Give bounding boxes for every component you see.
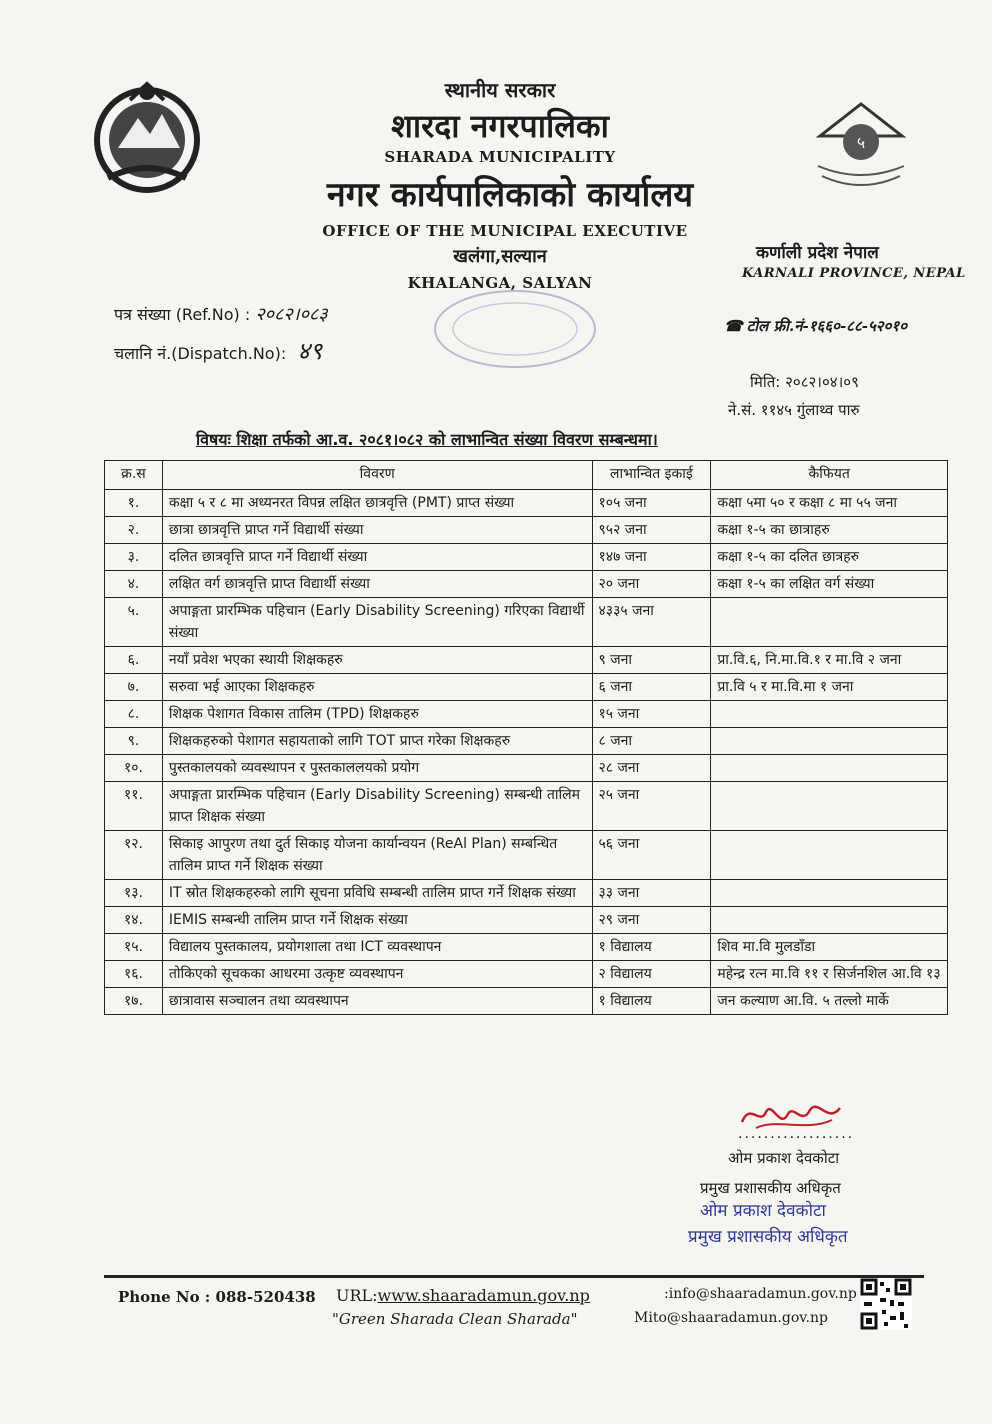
row-description: सरुवा भई आएका शिक्षकहरु xyxy=(162,674,592,701)
row-description: लक्षित वर्ग छात्रवृत्ति प्राप्त विद्यार्थी संख्या xyxy=(162,571,592,598)
table-row xyxy=(105,598,948,647)
col-header-sn: क्र.स xyxy=(105,461,163,490)
stamp-signatory-name: ओम प्रकाश देवकोटा xyxy=(700,1201,826,1221)
row-beneficiary-unit: १५ जना xyxy=(592,701,711,728)
row-sn: १४. xyxy=(105,907,163,934)
footer-email-ito-text: ito@shaaradamun.gov.np xyxy=(648,1310,828,1326)
row-description: IT स्रोत शिक्षकहरुको लागि सूचना प्रविधि सम्बन्धी तालिम प्राप्त गर्ने शिक्षक संख्या xyxy=(162,880,592,907)
table-row xyxy=(105,571,948,598)
row-sn: ११. xyxy=(105,782,163,831)
province-name-np: कर्णाली प्रदेश नेपाल xyxy=(756,243,879,263)
footer-slogan: "Green Sharada Clean Sharada" xyxy=(332,1310,578,1328)
signatory-title: प्रमुख प्रशासकीय अधिकृत xyxy=(700,1179,841,1197)
municipality-name-np: शारदा नगरपालिका xyxy=(391,107,609,145)
row-sn: ६. xyxy=(105,647,163,674)
website-link[interactable]: www.shaaradamun.gov.np xyxy=(377,1286,590,1305)
row-remarks xyxy=(711,907,948,934)
footer-phone: Phone No : 088-520438 xyxy=(118,1288,316,1306)
telephone-icon: ☎ xyxy=(724,317,743,335)
footer-email-info[interactable]: :info@shaaradamun.gov.np xyxy=(664,1286,857,1302)
svg-text:५: ५ xyxy=(856,133,866,152)
office-name-np: नगर कार्यपालिकाको कार्यालय xyxy=(326,175,694,215)
row-sn: ४. xyxy=(105,571,163,598)
table-row xyxy=(105,728,948,755)
row-remarks: कक्षा १-५ का छात्राहरु xyxy=(711,517,948,544)
table-row xyxy=(105,831,948,880)
row-beneficiary-unit: ९ जना xyxy=(592,647,711,674)
row-beneficiary-unit: १ विद्यालय xyxy=(592,934,711,961)
table-row xyxy=(105,988,948,1015)
row-beneficiary-unit: १४७ जना xyxy=(592,544,711,571)
row-remarks: कक्षा १-५ का लक्षित वर्ग संख्या xyxy=(711,571,948,598)
dispatch-label: चलानि नं.(Dispatch.No): xyxy=(114,344,287,363)
table-row xyxy=(105,490,948,517)
col-header-beneficiary-unit: लाभान्वित इकाई xyxy=(592,461,711,490)
tollfree-number xyxy=(724,316,907,336)
table-row xyxy=(105,907,948,934)
province-name-en: KARNALI PROVINCE, NEPAL xyxy=(742,266,966,281)
row-sn: ३. xyxy=(105,544,163,571)
row-remarks xyxy=(711,782,948,831)
row-description: पुस्तकालयको व्यवस्थापन र पुस्तकाललयको प्रयोग xyxy=(162,755,592,782)
row-beneficiary-unit: २० जना xyxy=(592,571,711,598)
row-sn: १६. xyxy=(105,961,163,988)
row-beneficiary-unit: २ विद्यालय xyxy=(592,961,711,988)
row-description: छात्रा छात्रवृत्ति प्राप्त गर्ने विद्यार्थी संख्या xyxy=(162,517,592,544)
row-remarks: कक्षा १-५ का दलित छात्रहरु xyxy=(711,544,948,571)
table-row xyxy=(105,880,948,907)
date-nepal-sambat: ने.सं. ११४५ गुंलाथ्व पारु xyxy=(728,401,860,419)
row-description: शिक्षक पेशागत विकास तालिम (TPD) शिक्षकहरु xyxy=(162,701,592,728)
row-beneficiary-unit: ३३ जना xyxy=(592,880,711,907)
row-description: कक्षा ५ र ८ मा अध्यनरत विपन्न लक्षित छात्रवृत्ति (PMT) प्राप्त संख्या xyxy=(162,490,592,517)
row-description: दलित छात्रवृत्ति प्राप्त गर्ने विद्यार्थी संख्या xyxy=(162,544,592,571)
row-description: सिकाइ आपुरण तथा दुर्त सिकाइ योजना कार्यान्वयन (ReAl Plan) सम्बन्धित तालिम प्राप्त गर्ने शिक्षक संख्या xyxy=(162,831,592,880)
row-sn: ५. xyxy=(105,598,163,647)
table-row xyxy=(105,782,948,831)
row-description: अपाङ्गता प्रारम्भिक पहिचान (Early Disability Screening) सम्बन्धी तालिम प्राप्त शिक्षक संख्या xyxy=(162,782,592,831)
date-bs: मिति: २०८२।०४।०९ xyxy=(750,373,859,391)
row-beneficiary-unit: २९ जना xyxy=(592,907,711,934)
table-row xyxy=(105,674,948,701)
row-sn: ७. xyxy=(105,674,163,701)
row-description: IEMIS सम्बन्धी तालिम प्राप्त गर्ने शिक्षक संख्या xyxy=(162,907,592,934)
col-header-remarks: कैफियत xyxy=(711,461,948,490)
mail-prefix: M xyxy=(634,1310,649,1326)
row-description: छात्रावास सञ्चालन तथा व्यवस्थापन xyxy=(162,988,592,1015)
row-remarks: महेन्द्र रत्न मा.वि ११ र सिर्जनशिल आ.वि १३ xyxy=(711,961,948,988)
signatory-name: ओम प्रकाश देवकोटा xyxy=(728,1149,840,1167)
table-row xyxy=(105,647,948,674)
footer-divider xyxy=(104,1275,924,1278)
row-beneficiary-unit: २५ जना xyxy=(592,782,711,831)
row-description: अपाङ्गता प्रारम्भिक पहिचान (Early Disability Screening) गरिएका विद्यार्थी संख्या xyxy=(162,598,592,647)
row-remarks: जन कल्याण आ.वि. ५ तल्लो मार्के xyxy=(711,988,948,1015)
row-remarks xyxy=(711,831,948,880)
beneficiary-table xyxy=(104,460,948,1015)
local-govt-heading: स्थानीय सरकार xyxy=(444,78,556,102)
dispatch-number xyxy=(114,334,322,367)
table-row xyxy=(105,755,948,782)
row-sn: १५. xyxy=(105,934,163,961)
row-sn: १. xyxy=(105,490,163,517)
row-beneficiary-unit: १०५ जना xyxy=(592,490,711,517)
row-remarks: शिव मा.वि मुलडाँडा xyxy=(711,934,948,961)
stamp-signatory-title: प्रमुख प्रशासकीय अधिकृत xyxy=(688,1227,848,1247)
municipality-logo xyxy=(800,96,922,204)
row-remarks: कक्षा ५मा ५० र कक्षा ८ मा ५५ जना xyxy=(711,490,948,517)
row-beneficiary-unit: ४३३५ जना xyxy=(592,598,711,647)
reference-number xyxy=(114,302,328,326)
row-description: विद्यालय पुस्तकालय, प्रयोगशाला तथा ICT व्यवस्थापन xyxy=(162,934,592,961)
row-beneficiary-unit: २८ जना xyxy=(592,755,711,782)
table-row xyxy=(105,961,948,988)
row-remarks xyxy=(711,598,948,647)
letter-subject: विषयः शिक्षा तर्फको आ.व. २०८१।०८२ को लाभान्वित संख्या विवरण सम्बन्धमा। xyxy=(196,430,658,449)
office-name-en: OFFICE OF THE MUNICIPAL EXECUTIVE xyxy=(322,222,688,240)
col-header-description: विवरण xyxy=(162,461,592,490)
municipality-name-en: SHARADA MUNICIPALITY xyxy=(384,148,616,166)
row-remarks xyxy=(711,880,948,907)
nepal-emblem-logo xyxy=(88,78,206,196)
row-beneficiary-unit: १ विद्यालय xyxy=(592,988,711,1015)
location-en: KHALANGA, SALYAN xyxy=(407,274,593,292)
row-remarks: प्रा.वि ५ र मा.वि.मा १ जना xyxy=(711,674,948,701)
table-row xyxy=(105,544,948,571)
footer-url-label: URL: xyxy=(336,1286,378,1305)
ref-value: २०८२।०८३ xyxy=(255,304,328,325)
row-beneficiary-unit: ९५२ जना xyxy=(592,517,711,544)
row-sn: १२. xyxy=(105,831,163,880)
row-sn: २. xyxy=(105,517,163,544)
table-row xyxy=(105,517,948,544)
office-stamp-faint xyxy=(430,286,600,372)
dispatch-value: ४९ xyxy=(297,337,323,365)
table-row xyxy=(105,701,948,728)
row-sn: १३. xyxy=(105,880,163,907)
row-remarks xyxy=(711,701,948,728)
row-beneficiary-unit: ६ जना xyxy=(592,674,711,701)
ref-label: पत्र संख्या (Ref.No) : xyxy=(114,305,251,324)
table-row xyxy=(105,934,948,961)
footer-email-ito[interactable] xyxy=(634,1310,828,1326)
tollfree-text: टोल फ्री.नं-१६६०-८८-५२०१० xyxy=(746,317,907,335)
row-description: शिक्षकहरुको पेशागत सहायताको लागि TOT प्राप्त गरेका शिक्षकहरु xyxy=(162,728,592,755)
row-sn: ९. xyxy=(105,728,163,755)
footer-url xyxy=(336,1286,590,1305)
row-remarks: प्रा.वि.६, नि.मा.वि.१ र मा.वि २ जना xyxy=(711,647,948,674)
row-beneficiary-unit: ५६ जना xyxy=(592,831,711,880)
row-sn: १०. xyxy=(105,755,163,782)
location-np: खलंगा,सल्यान xyxy=(453,246,547,267)
signature-line: .................. xyxy=(738,1126,855,1142)
qr-code-icon xyxy=(860,1278,912,1330)
row-beneficiary-unit: ८ जना xyxy=(592,728,711,755)
row-remarks xyxy=(711,728,948,755)
row-description: नयाँ प्रवेश भएका स्थायी शिक्षकहरु xyxy=(162,647,592,674)
row-sn: १७. xyxy=(105,988,163,1015)
row-remarks xyxy=(711,755,948,782)
row-sn: ८. xyxy=(105,701,163,728)
row-description: तोकिएको सूचकका आधरमा उत्कृष्ट व्यवस्थापन xyxy=(162,961,592,988)
table-header-row xyxy=(105,461,948,490)
